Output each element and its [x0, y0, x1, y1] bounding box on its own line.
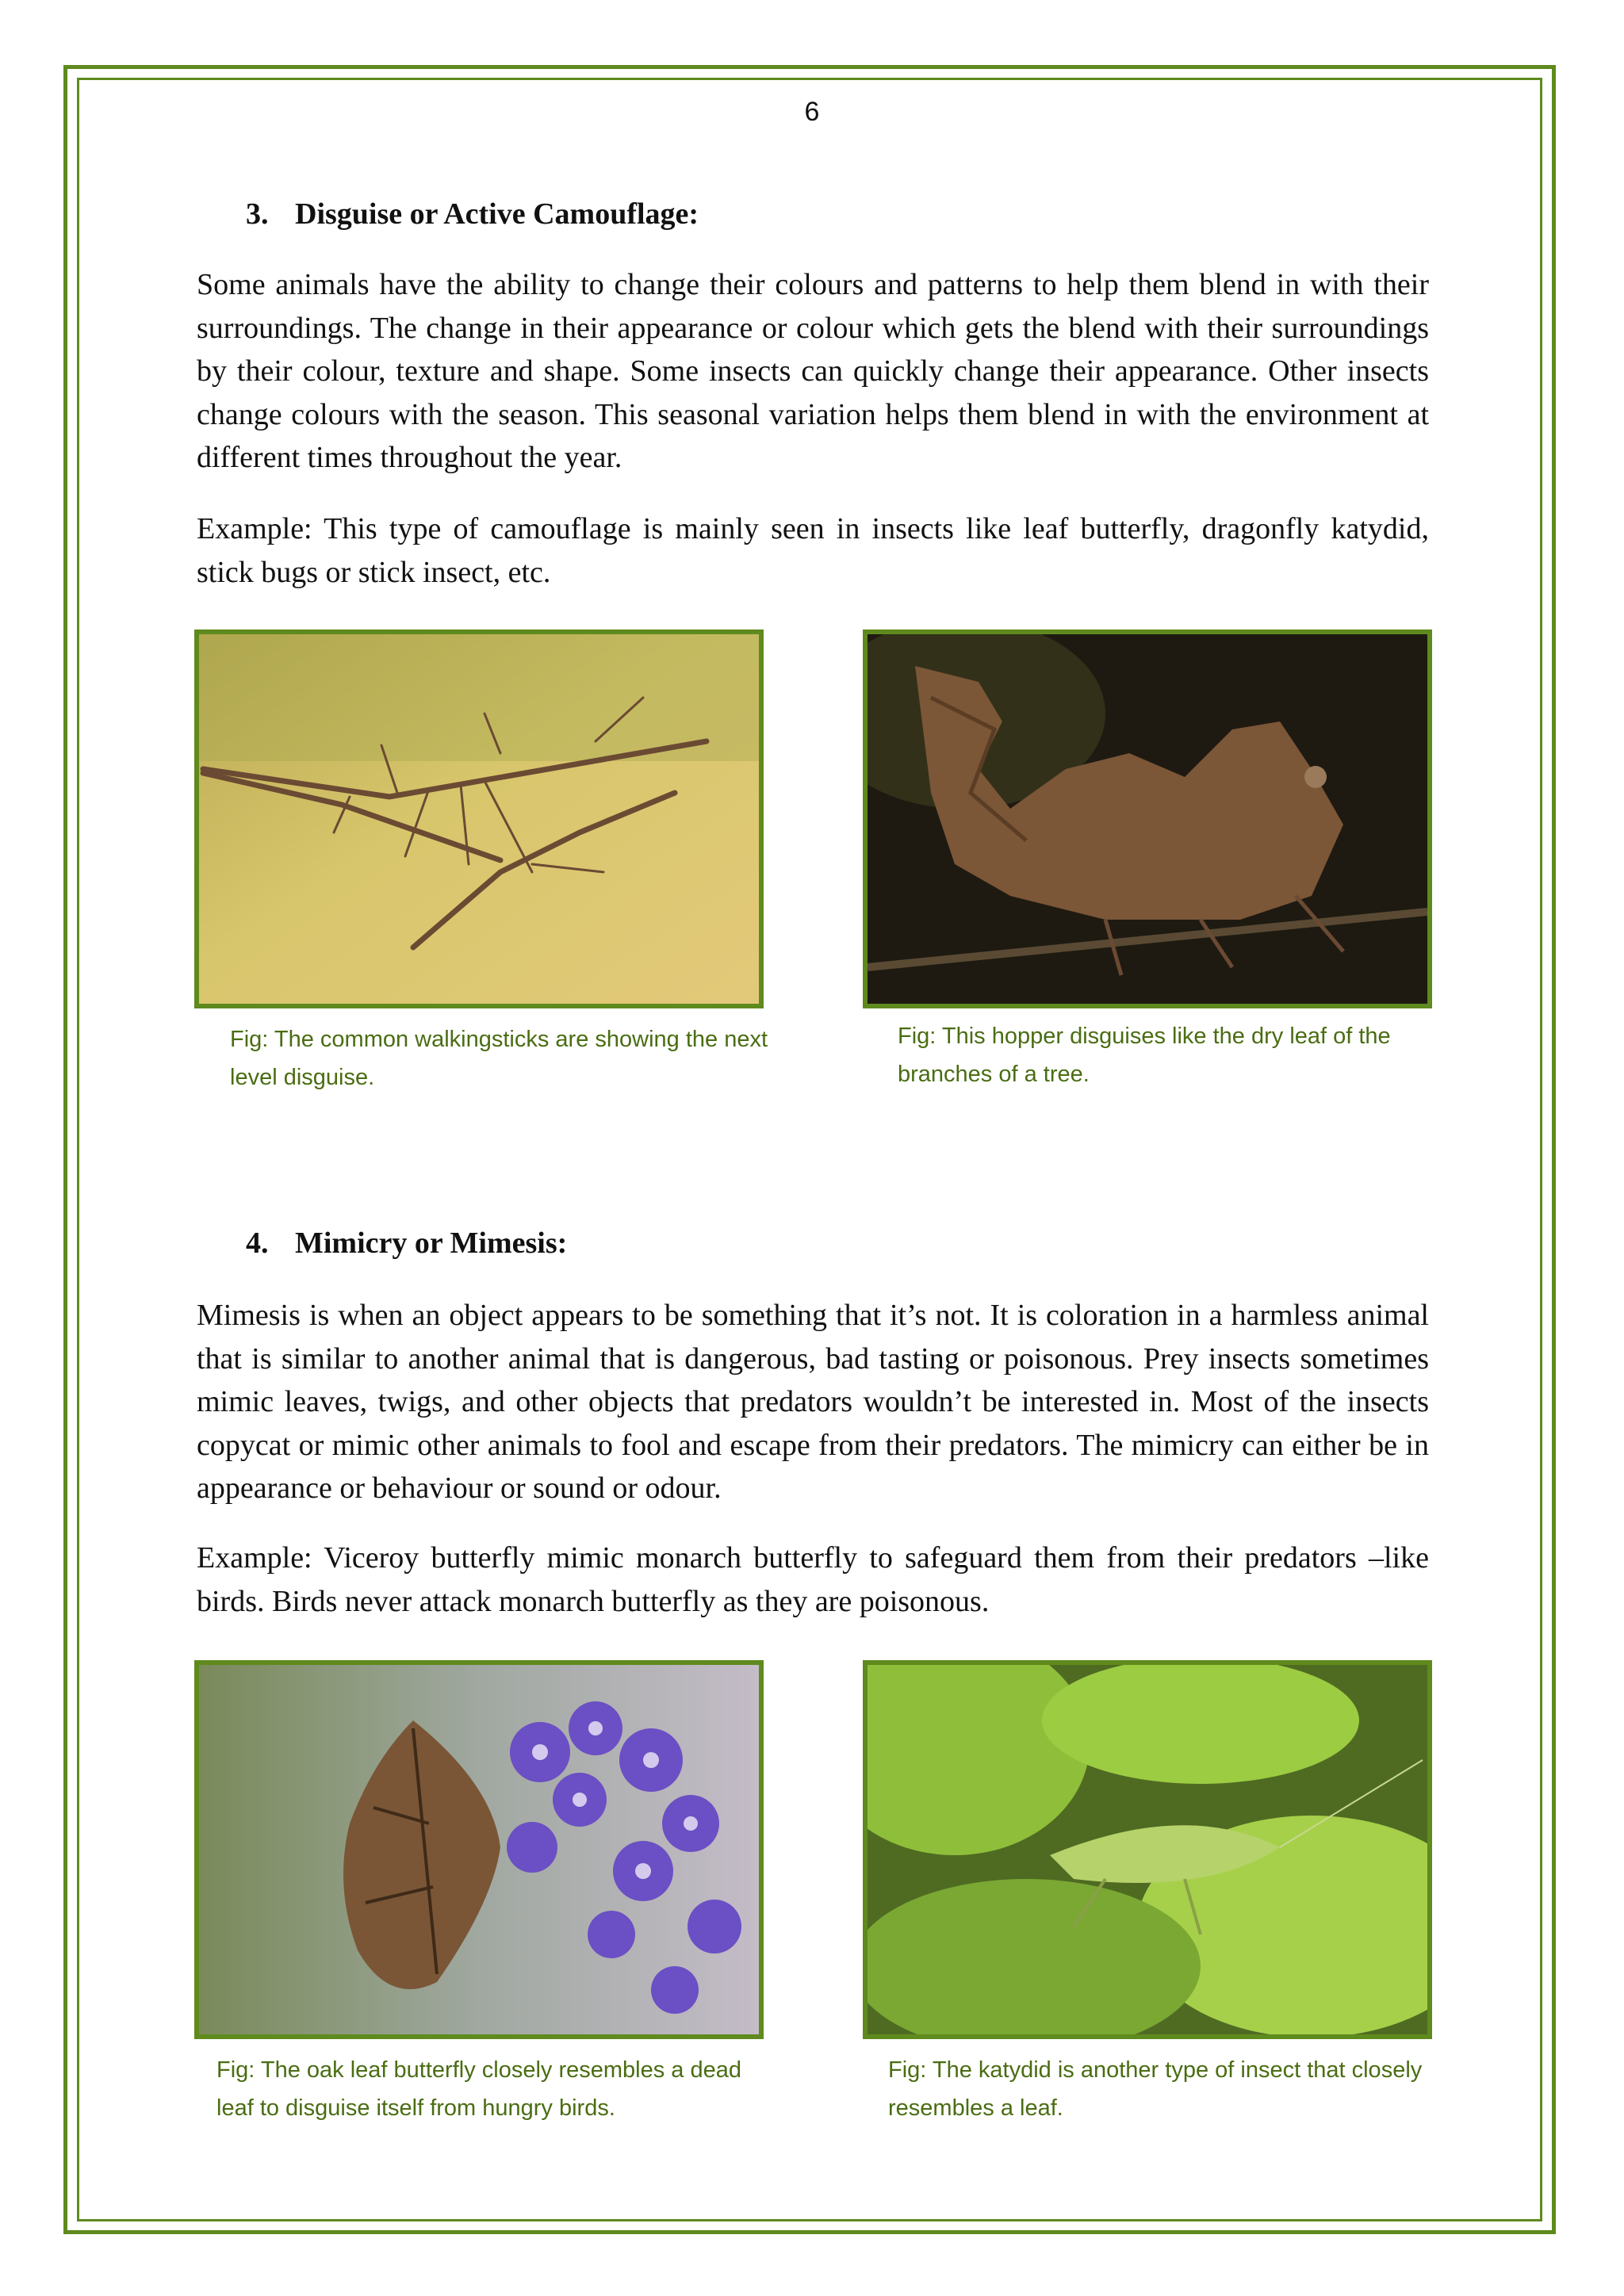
section-number: 4.: [246, 1226, 269, 1260]
oak-leaf-butterfly-photo: [194, 1660, 764, 2039]
section-title: Disguise or Active Camouflage:: [295, 197, 699, 231]
page-number: 6: [804, 97, 820, 127]
figure-caption: Fig: The oak leaf butterfly closely resembles a dead leaf to disguise itself from hungry birds.: [216, 2057, 741, 2121]
figure-caption: Fig: The katydid is another type of insect that closely resembles a leaf.: [888, 2057, 1423, 2121]
section-body-mimicry: Mimesis is when an object appears to be something that it’s not. It is coloration in a harmless animal that is similar to another animal that is dangerous, bad tasting or poisonous. Prey insects sometimes mimic leaves, twigs, and other objects that predators wouldn’t be interested in. Most of the insects copycat or mimic other animals to fool and escape from their predators. The mimicry can either be in appearance or behaviour or sound or odour.: [197, 1299, 1429, 1505]
walkingstick-photo: [194, 629, 764, 1008]
section-title: Mimicry or Mimesis:: [295, 1226, 568, 1260]
section-heading-mimicry: [246, 1226, 567, 1261]
figure-caption: Fig: The common walkingsticks are showing the next level disguise.: [230, 1027, 768, 1090]
section-heading-disguise: [246, 197, 699, 232]
figure-caption: Fig: This hopper disguises like the dry leaf of the branches of a tree.: [898, 1024, 1391, 1087]
section-number: 3.: [246, 197, 269, 231]
section-body-disguise: Some animals have the ability to change their colours and patterns to help them blend in with their surroundings. The change in their appearance or colour which gets the blend with their surroundings by their colour, texture and shape. Some insects can quickly change their appearance. Other insects change colours with the season. This seasonal variation helps them blend in with the environment at different times throughout the year.: [197, 268, 1429, 474]
section-example-disguise: Example: This type of camouflage is mainly seen in insects like leaf butterfly, dragonfly katydid, stick bugs or stick insect, etc.: [197, 512, 1429, 589]
katydid-photo: [863, 1660, 1432, 2039]
leaf-hopper-photo: [863, 629, 1432, 1008]
section-example-mimicry: Example: Viceroy butterfly mimic monarch butterfly to safeguard them from their predators –like birds. Birds never attack monarch butterfly as they are poisonous.: [197, 1541, 1429, 1618]
